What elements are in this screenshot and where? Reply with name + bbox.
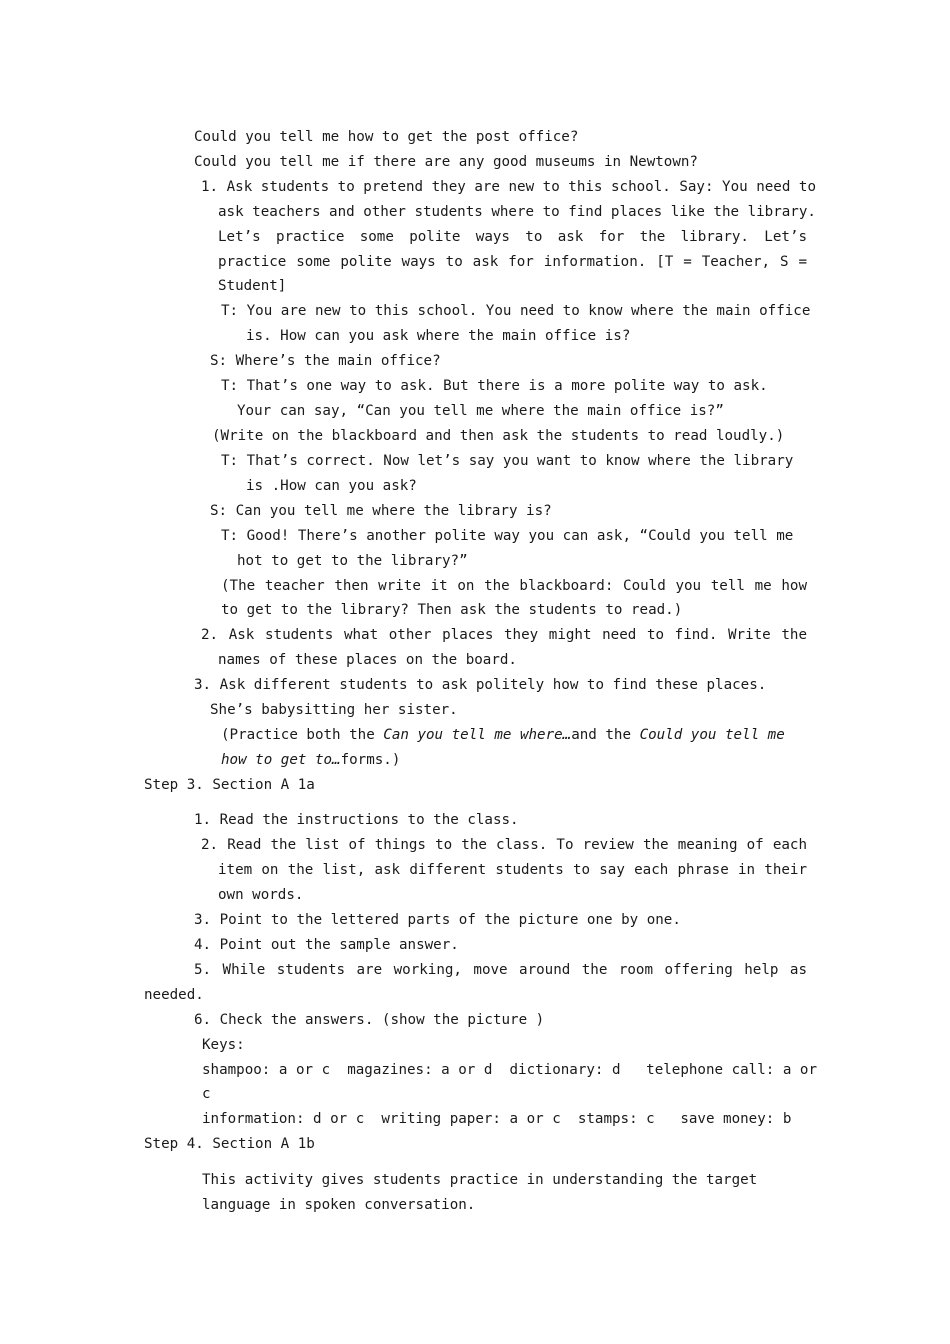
step3-item5-line2: needed. <box>144 987 204 1003</box>
step3-item5-line1: 5. While students are working, move around the room offering help as <box>194 962 807 978</box>
step3-item2-line2: item on the list, ask different students to say each phrase in their <box>218 862 807 878</box>
student-line-2: S: Can you tell me where the library is? <box>210 503 552 519</box>
list1-item2-line1: 2. Ask students what other places they might need to find. Write the <box>201 627 807 643</box>
step3-item2-line1: 2. Read the list of things to the class. To review the meaning of each <box>201 837 807 853</box>
teacher-line-3a: T: That’s correct. Now let’s say you want to know where the library <box>221 453 794 469</box>
babysitting-line: She’s babysitting her sister. <box>210 702 458 718</box>
step3-item1: 1. Read the instructions to the class. <box>194 812 519 828</box>
teacher-line-4b: hot to get to the library?” <box>237 553 468 569</box>
list1-item1-line5: Student] <box>218 278 287 294</box>
list1-item3: 3. Ask different students to ask politely how to find these places. <box>194 677 767 693</box>
list1-item2-line2: names of these places on the board. <box>218 652 517 668</box>
teacher-line-3b: is .How can you ask? <box>246 478 417 494</box>
step3-item3: 3. Point to the lettered parts of the picture one by one. <box>194 912 681 928</box>
step3-item6: 6. Check the answers. (show the picture ) <box>194 1012 545 1028</box>
keys-line-3: information: d or c writing paper: a or c stamps: c save money: b <box>202 1111 792 1127</box>
step3-item2-line3: own words. <box>218 887 304 903</box>
practice-text-b: Can you tell me where… <box>383 727 572 743</box>
note-line-2a: (The teacher then write it on the blackboard: Could you tell me how <box>221 578 807 594</box>
teacher-line-2a: T: That’s one way to ask. But there is a more polite way to ask. <box>221 378 768 394</box>
step4-paragraph-line2: language in spoken conversation. <box>202 1197 476 1213</box>
teacher-line-2b: Your can say, “Can you tell me where the main office is?” <box>237 403 724 419</box>
practice-text-e: how to get to… <box>221 752 341 768</box>
keys-line-1: shampoo: a or c magazines: a or d dictionary: d telephone call: a or <box>202 1062 817 1078</box>
note-line-1: (Write on the blackboard and then ask the students to read loudly.) <box>212 428 785 444</box>
practice-text-c: and the <box>571 727 640 743</box>
teacher-line-1a: T: You are new to this school. You need to know where the main office <box>221 303 811 319</box>
student-line-1: S: Where’s the main office? <box>210 353 441 369</box>
intro-question-1: Could you tell me how to get the post office? <box>194 129 579 145</box>
step4-paragraph-line1: This activity gives students practice in understanding the target <box>202 1172 758 1188</box>
practice-text-f: forms.) <box>340 752 401 768</box>
list1-item1-line3: Let’s practice some polite ways to ask for the library. Let’s <box>218 229 807 245</box>
list1-item1-line1: 1. Ask students to pretend they are new to this school. Say: You need to <box>201 179 816 195</box>
practice-text-a: (Practice both the <box>221 727 384 743</box>
practice-line-1 <box>221 725 785 745</box>
list1-item1-line4: practice some polite ways to ask for information. [T = Teacher, S = <box>218 254 807 270</box>
keys-label: Keys: <box>202 1037 245 1053</box>
list1-item1-line2: ask teachers and other students where to find places like the library. <box>218 204 816 220</box>
teacher-line-4a: T: Good! There’s another polite way you can ask, “Could you tell me <box>221 528 794 544</box>
intro-question-2: Could you tell me if there are any good museums in Newtown? <box>194 154 698 170</box>
keys-line-2: c <box>202 1086 211 1102</box>
teacher-line-1b: is. How can you ask where the main office is? <box>246 328 631 344</box>
practice-line-2 <box>221 750 400 770</box>
practice-text-d: Could you tell me <box>639 727 785 743</box>
step3-item4: 4. Point out the sample answer. <box>194 937 459 953</box>
note-line-2b: to get to the library? Then ask the students to read.) <box>221 602 683 618</box>
step4-heading: Step 4. Section A 1b <box>144 1136 315 1152</box>
step3-heading: Step 3. Section A 1a <box>144 777 315 793</box>
